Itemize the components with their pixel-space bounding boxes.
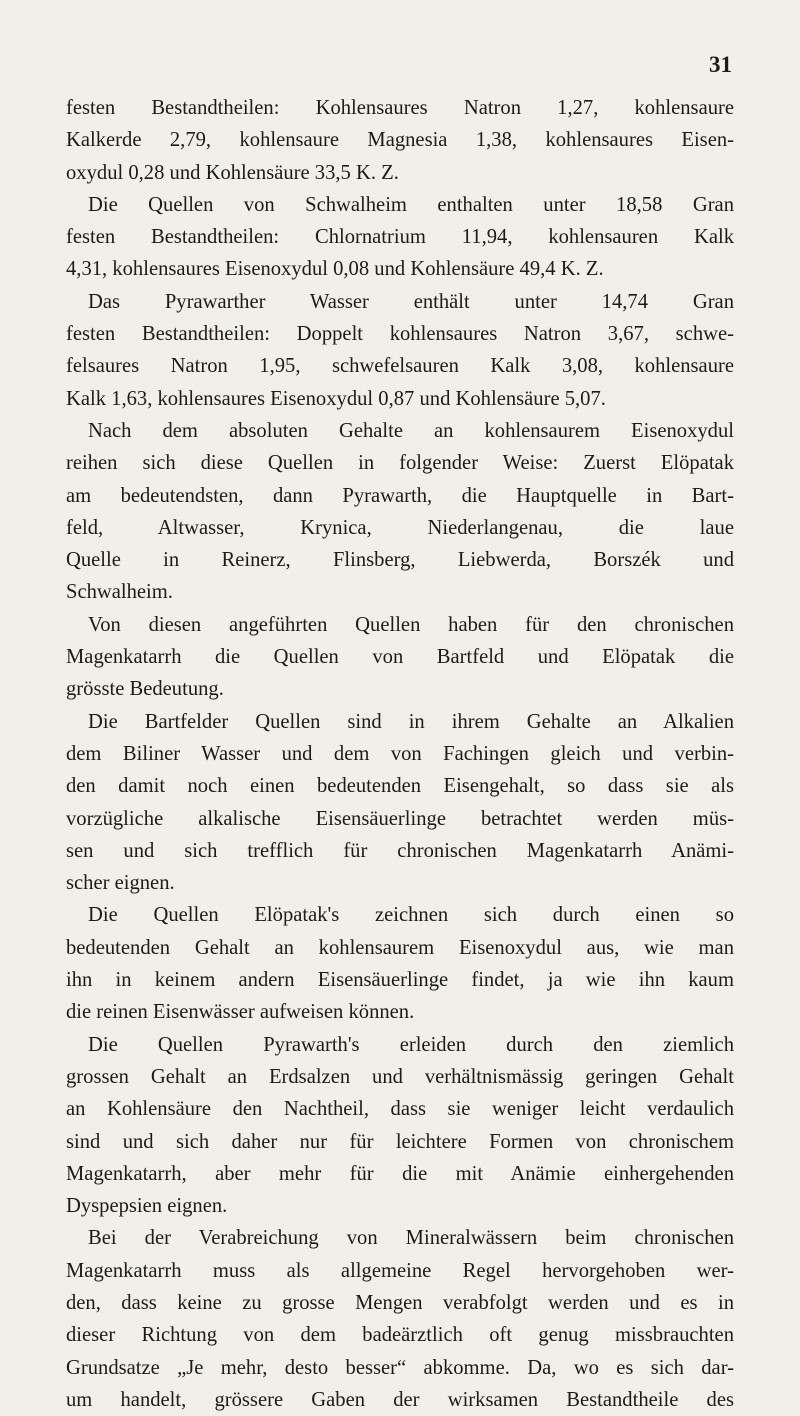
- text-line: Bei der Verabreichung von Mineralwässern beim chronischen: [88, 1227, 734, 1250]
- text-line: 4,31, kohlensaures Eisenoxydul 0,08 und Kohlensäure 49,4 K. Z.: [66, 258, 604, 281]
- text-line: Das Pyrawarther Wasser enthält unter 14,74 Gran: [88, 290, 734, 313]
- text-line: dem Biliner Wasser und dem von Fachingen gleich und verbin-: [66, 742, 734, 765]
- text-line: scher eignen.: [66, 872, 175, 895]
- text-line: grossen Gehalt an Erdsalzen und verhältnismässig geringen Gehalt: [66, 1065, 734, 1088]
- text-line: vorzügliche alkalische Eisensäuerlinge betrachtet werden müs-: [66, 807, 734, 830]
- text-line: Die Quellen Pyrawarth's erleiden durch den ziemlich: [88, 1033, 734, 1056]
- text-line: an Kohlensäure den Nachtheil, dass sie weniger leicht verdaulich: [66, 1098, 734, 1121]
- text-line: Quelle in Reinerz, Flinsberg, Liebwerda, Borszék und: [66, 549, 734, 572]
- text-line: festen Bestandtheilen: Doppelt kohlensaures Natron 3,67, schwe-: [66, 323, 734, 346]
- text-line: ihn in keinem andern Eisensäuerlinge findet, ja wie ihn kaum: [66, 969, 734, 992]
- text-line: Dyspepsien eignen.: [66, 1195, 228, 1218]
- text-line: Magenkatarrh muss als allgemeine Regel hervorgehoben wer-: [66, 1259, 734, 1282]
- text-line: den damit noch einen bedeutenden Eisengehalt, so dass sie als: [66, 775, 734, 798]
- text-line: festen Bestandtheilen: Chlornatrium 11,94, kohlensauren Kalk: [66, 226, 734, 249]
- text-line: sind und sich daher nur für leichtere Formen von chronischem: [66, 1130, 734, 1153]
- body-text: [66, 92, 734, 1416]
- text-line: Die Bartfelder Quellen sind in ihrem Gehalte an Alkalien: [88, 710, 734, 733]
- text-line: Schwalheim.: [66, 581, 173, 604]
- text-line: reihen sich diese Quellen in folgender Weise: Zuerst Elöpatak: [66, 452, 734, 475]
- text-line: Die Quellen Elöpatak's zeichnen sich durch einen so: [88, 904, 734, 927]
- text-line: grösste Bedeutung.: [66, 678, 224, 701]
- text-line: sen und sich trefflich für chronischen Magenkatarrh Anämi-: [66, 839, 734, 862]
- text-line: Die Quellen von Schwalheim enthalten unter 18,58 Gran: [88, 193, 734, 216]
- text-line: festen Bestandtheilen: Kohlensaures Natron 1,27, kohlensaure: [66, 97, 734, 119]
- text-line: Nach dem absoluten Gehalte an kohlensaurem Eisenoxydul: [88, 419, 734, 442]
- text-line: feld, Altwasser, Krynica, Niederlangenau, die laue: [66, 516, 734, 539]
- text-line: die reinen Eisenwässer aufweisen können.: [66, 1001, 415, 1024]
- text-line: bedeutenden Gehalt an kohlensaurem Eisenoxydul aus, wie man: [66, 936, 734, 959]
- text-line: dieser Richtung von dem badeärztlich oft genug missbrauchten: [66, 1324, 734, 1347]
- page-number: 31: [709, 52, 732, 77]
- text-line: Kalkerde 2,79, kohlensaure Magnesia 1,38, kohlensaures Eisen-: [66, 129, 734, 152]
- text-line: Von diesen angeführten Quellen haben für den chronischen: [88, 613, 734, 636]
- text-line: Magenkatarrh die Quellen von Bartfeld und Elöpatak die: [66, 646, 734, 669]
- text-line: felsaures Natron 1,95, schwefelsauren Kalk 3,08, kohlensaure: [66, 355, 734, 378]
- text-line: am bedeutendsten, dann Pyrawarth, die Hauptquelle in Bart-: [66, 484, 734, 507]
- text-line: Magenkatarrh, aber mehr für die mit Anämie einhergehenden: [66, 1162, 734, 1185]
- text-line: Kalk 1,63, kohlensaures Eisenoxydul 0,87 und Kohlensäure 5,07.: [66, 387, 606, 410]
- text-line: oxydul 0,28 und Kohlensäure 33,5 K. Z.: [66, 161, 399, 184]
- text-line: Grundsatze „Je mehr, desto besser“ abkomme. Da, wo es sich dar-: [66, 1356, 734, 1379]
- text-line: den, dass keine zu grosse Mengen verabfolgt werden und es in: [66, 1291, 734, 1314]
- text-line: um handelt, grössere Gaben der wirksamen Bestandtheile des: [66, 1388, 734, 1411]
